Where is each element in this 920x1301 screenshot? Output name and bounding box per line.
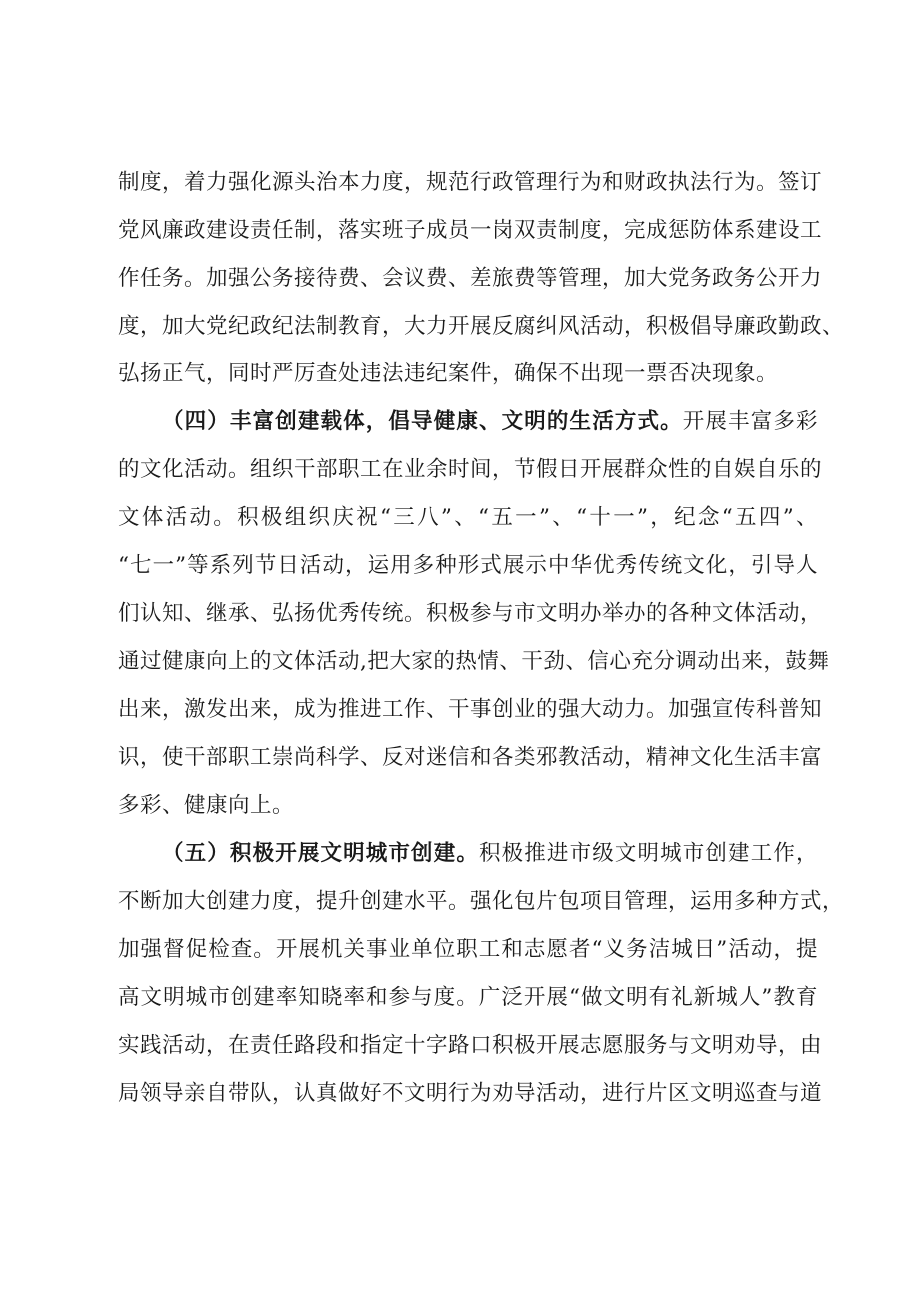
section-4-heading: （四）丰富创建载体，倡导健康、文明的生活方式。 — [162, 409, 683, 434]
paragraph-line: 弘扬正气，同时严厉查处违法违纪案件，确保不出现一票否决现象。 — [118, 361, 779, 386]
paragraph-line: 度，加大党纪政纪法制教育，大力开展反腐纠风活动，积极倡导廉政勤政、 — [118, 314, 845, 339]
section-4-first-line-text: 开展丰富多彩 — [682, 409, 818, 434]
paragraph-line: 的文化活动。组织干部职工在业余时间，节假日开展群众性的自娱自乐的 — [118, 457, 823, 482]
paragraph-line: 制度，着力强化源头治本力度，规范行政管理行为和财政执法行为。签订 — [118, 170, 823, 195]
paragraph-line: 多彩、健康向上。 — [118, 793, 295, 818]
paragraph-line: 作任务。加强公务接待费、会议费、差旅费等管理，加大党务政务公开力 — [118, 266, 823, 291]
paragraph-line: 党风廉政建设责任制，落实班子成员一岗双责制度，完成惩防体系建设工 — [118, 218, 823, 243]
paragraph-line: 加强督促检查。开展机关事业单位职工和志愿者“义务洁城日”活动，提 — [118, 937, 818, 962]
paragraph-line: 实践活动，在责任路段和指定十字路口积极开展志愿服务与文明劝导，由 — [118, 1033, 823, 1058]
paragraph-line: 局领导亲自带队，认真做好不文明行为劝导活动，进行片区文明巡查与道 — [118, 1081, 823, 1106]
section-4-first-line — [162, 402, 818, 442]
section-5-heading: （五）积极开展文明城市创建。 — [162, 841, 479, 866]
section-5-first-line — [162, 834, 818, 874]
paragraph-line: 们认知、继承、弘扬优秀传统。积极参与市文明办举办的各种文体活动， — [118, 601, 823, 626]
paragraph-line: 出来，激发出来，成为推进工作、干事创业的强大动力。加强宣传科普知 — [118, 697, 823, 722]
paragraph-line: 高文明城市创建率知晓率和参与度。广泛开展“做文明有礼新城人”教育 — [118, 985, 818, 1010]
paragraph-line: 文体活动。积极组织庆祝“三八”、“五一”、“十一”，纪念“五四”、 — [118, 505, 818, 530]
paragraph-line: 不断加大创建力度，提升创建水平。强化包片包项目管理，运用多种方式， — [118, 889, 845, 914]
paragraph-line: 识，使干部职工崇尚科学、反对迷信和各类邪教活动，精神文化生活丰富 — [118, 745, 823, 770]
section-5-first-line-text: 积极推进市级文明城市创建工作， — [479, 841, 818, 866]
paragraph-line: 通过健康向上的文体活动,把大家的热情、干劲、信心充分调动出来，鼓舞 — [118, 649, 830, 674]
paragraph-line: “七一”等系列节日活动，运用多种形式展示中华优秀传统文化，引导人 — [118, 553, 818, 578]
